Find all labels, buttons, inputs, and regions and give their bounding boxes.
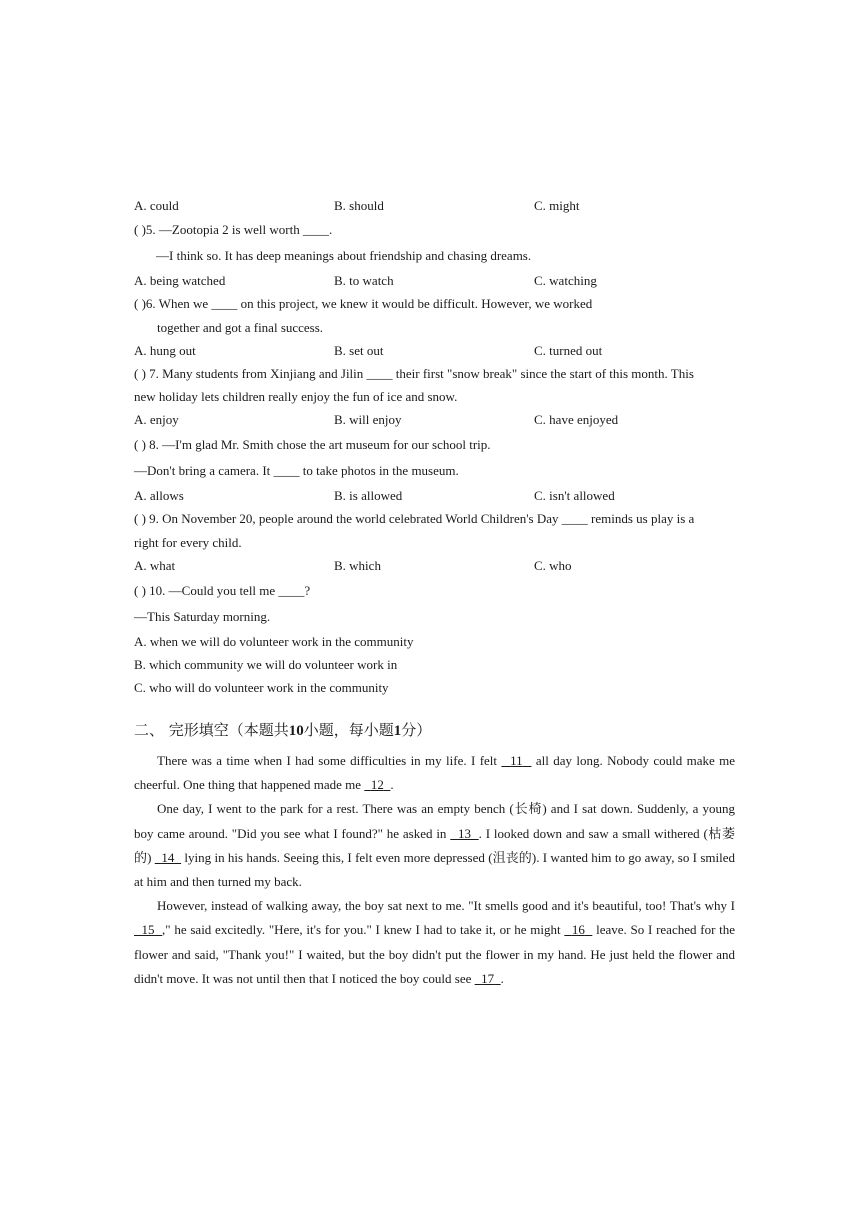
q8-stem: ( ) 8. —I'm glad Mr. Smith chose the art museum for our school trip. bbox=[134, 437, 491, 452]
q6-continuation: together and got a final success. bbox=[157, 320, 324, 335]
cloze-passage bbox=[134, 749, 735, 991]
q9-stem: ( ) 9. On November 20, people around the world celebrated World Children's Day ____ reminds us play is a bbox=[134, 511, 695, 526]
passage-paragraph-2: One day, I went to the park for a rest. There was an empty bench (长椅) and I sat down. Suddenly, a young boy came around. "Did you see what I found?" he asked in 13 . I looked down and saw a small withered (枯萎的) 14 lying in his hands. Seeing this, I felt even more depressed (沮丧的). I wanted him to go away, so I smiled at him and then turned my back. bbox=[134, 801, 736, 890]
q10-option-b: B. which community we will do volunteer work in bbox=[134, 657, 398, 672]
q10-option-a: A. when we will do volunteer work in the community bbox=[134, 634, 414, 649]
q7-option-c: C. have enjoyed bbox=[534, 412, 619, 427]
blank-15: 15 bbox=[141, 922, 155, 938]
q5-stem: ( )5. —Zootopia 2 is well worth ____. bbox=[134, 222, 333, 237]
blank-14: 14 bbox=[161, 849, 175, 865]
blank-12: 12 bbox=[370, 777, 384, 793]
q5-option-b: B. to watch bbox=[334, 273, 394, 288]
q9-option-b: B. which bbox=[334, 558, 381, 573]
blank-16: 16 bbox=[571, 922, 585, 938]
section-heading-score: 1 bbox=[393, 723, 402, 739]
q4-option-b: B. should bbox=[334, 198, 384, 213]
q4-option-a: A. could bbox=[134, 198, 179, 213]
q10-option-c: C. who will do volunteer work in the community bbox=[134, 680, 389, 695]
q8-reply: —Don't bring a camera. It ____ to take photos in the museum. bbox=[134, 463, 459, 478]
section-heading bbox=[134, 720, 431, 741]
q9-continuation: right for every child. bbox=[134, 535, 242, 550]
q4-option-c: C. might bbox=[534, 198, 580, 213]
passage-paragraph-1: There was a time when I had some difficulties in my life. I felt 11 all day long. Nobody could make me cheerful. One thing that happened made me 12 . bbox=[134, 753, 736, 793]
q8-option-c: C. isn't allowed bbox=[534, 488, 615, 503]
q9-option-a: A. what bbox=[134, 558, 176, 573]
section-heading-mid: 小题，每小题 bbox=[303, 721, 394, 739]
passage-paragraph-3: However, instead of walking away, the boy sat next to me. "It smells good and it's beautiful, too! That's why I 15 ," he said excitedly. "Here, it's for you." I knew I had to take it, or he might 16 leave. So I reached for the flower and said, "Thank you!" I waited, but the boy didn't put the flower in my hand. He just held the flower and didn't move. It was not until then that I noticed the boy could see 17 . bbox=[134, 898, 736, 986]
q5-reply: —I think so. It has deep meanings about friendship and chasing dreams. bbox=[156, 248, 532, 263]
blank-11: 11 bbox=[510, 753, 523, 768]
q8-option-a: A. allows bbox=[134, 488, 184, 503]
q6-option-c: C. turned out bbox=[534, 343, 603, 358]
section-heading-count: 10 bbox=[288, 723, 304, 739]
q8-option-b: B. is allowed bbox=[334, 488, 403, 503]
q7-stem: ( ) 7. Many students from Xinjiang and Jilin ____ their first "snow break" since the start of this month. This bbox=[134, 366, 694, 381]
q9-option-c: C. who bbox=[534, 558, 572, 573]
q5-option-c: C. watching bbox=[534, 273, 597, 288]
blank-13: 13 bbox=[457, 825, 471, 841]
q10-stem: ( ) 10. —Could you tell me ____? bbox=[134, 583, 311, 598]
q5-option-a: A. being watched bbox=[134, 273, 226, 288]
blank-17: 17 bbox=[481, 970, 495, 986]
section-heading-prefix: 二、 完形填空（本题共 bbox=[134, 721, 289, 739]
q6-option-b: B. set out bbox=[334, 343, 384, 358]
q7-option-a: A. enjoy bbox=[134, 412, 179, 427]
q6-option-a: A. hung out bbox=[134, 343, 196, 358]
q10-reply: —This Saturday morning. bbox=[134, 609, 271, 624]
section-heading-suffix: 分） bbox=[401, 721, 432, 739]
q7-option-b: B. will enjoy bbox=[334, 412, 402, 427]
q6-stem: ( )6. When we ____ on this project, we knew it would be difficult. However, we worked bbox=[134, 296, 593, 311]
q7-continuation: new holiday lets children really enjoy the fun of ice and snow. bbox=[134, 389, 458, 404]
